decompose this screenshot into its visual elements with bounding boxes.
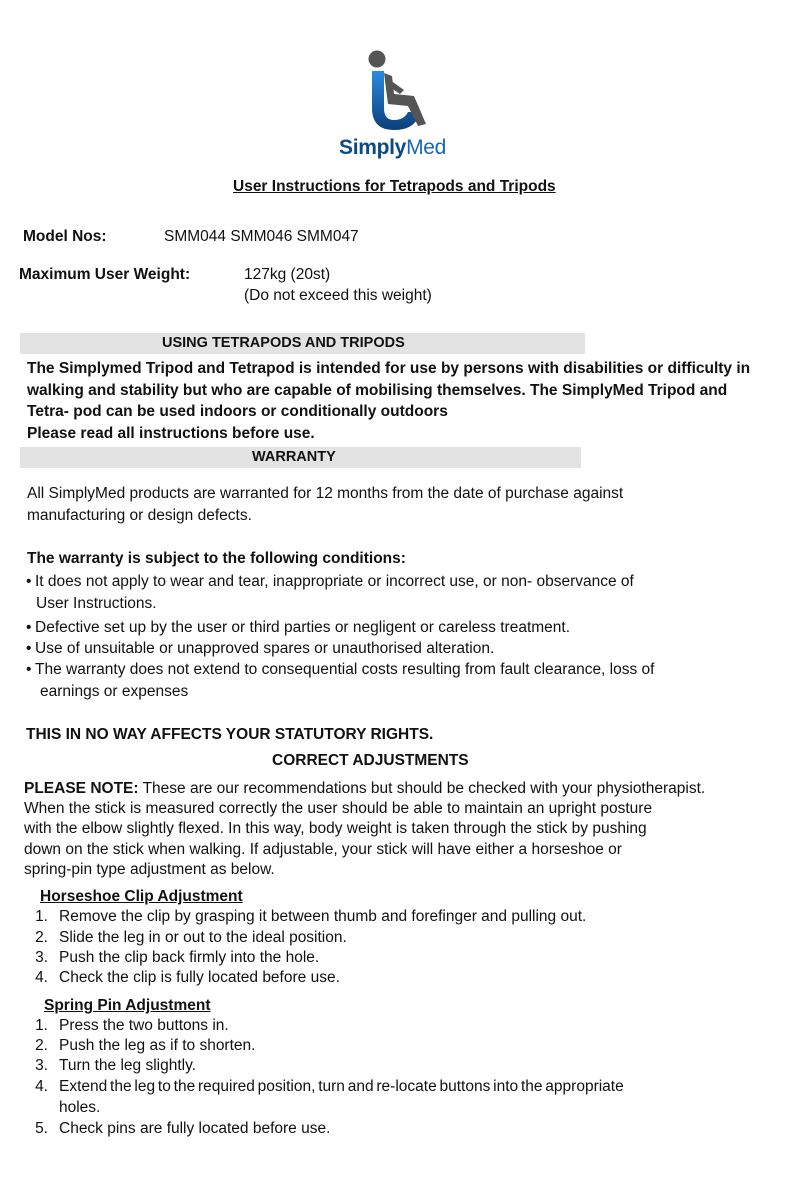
- list-item: [24, 1056, 784, 1076]
- step-number: 3.: [35, 949, 48, 966]
- model-label: Model Nos:: [23, 228, 107, 245]
- section-heading-adjust: CORRECT ADJUSTMENTS: [272, 752, 469, 769]
- step-text-cont: holes.: [59, 1099, 101, 1116]
- statutory-notice: THIS IN NO WAY AFFECTS YOUR STATUTORY RIGHTS.: [26, 726, 434, 743]
- list-item: [24, 928, 784, 948]
- warranty-paragraph: [27, 483, 787, 527]
- list-item: [26, 571, 786, 615]
- step-text: Push the clip back firmly into the hole.: [59, 949, 320, 966]
- condition-text: Defective set up by the user or third parties or negligent or careless treatment.: [35, 619, 571, 636]
- document-title: User Instructions for Tetrapods and Tripods: [233, 178, 556, 195]
- wheelchair-user-icon: [334, 46, 460, 142]
- section-heading-warranty: WARRANTY: [252, 449, 336, 465]
- section-bar-warranty: [20, 447, 581, 468]
- list-item: [24, 948, 784, 968]
- bullet-marker: •: [26, 619, 32, 636]
- step-number: 2.: [35, 1037, 48, 1054]
- step-number: 5.: [35, 1120, 48, 1137]
- weight-note: (Do not exceed this weight): [244, 287, 432, 304]
- step-text: Turn the leg slightly.: [59, 1057, 196, 1074]
- intro-line: Tetra- pod can be used indoors or conditionally outdoors: [27, 403, 448, 420]
- step-number: 3.: [35, 1057, 48, 1074]
- weight-value: 127kg (20st): [244, 266, 331, 283]
- bullet-marker: •: [26, 640, 32, 657]
- condition-text: The warranty does not extend to consequential costs resulting from fault clearance, loss of: [35, 661, 655, 678]
- intro-line: Please read all instructions before use.: [27, 424, 315, 442]
- warranty-line: All SimplyMed products are warranted for 12 months from the date of purchase against: [27, 485, 624, 502]
- step-number: 2.: [35, 929, 48, 946]
- model-value: SMM044 SMM046 SMM047: [164, 228, 359, 245]
- list-item: [24, 1077, 784, 1118]
- brand-med: Med: [406, 136, 447, 159]
- step-text: Push the leg as if to shorten.: [59, 1037, 256, 1054]
- bullet-marker: •: [26, 661, 32, 678]
- step-text: Remove the clip by grasping it between thumb and forefinger and pulling out.: [59, 908, 587, 925]
- condition-text-cont: earnings or expenses: [40, 683, 189, 700]
- list-item: [24, 1036, 784, 1056]
- list-item: [24, 907, 784, 927]
- condition-text: It does not apply to wear and tear, inappropriate or incorrect use, or non- observance of: [35, 573, 634, 590]
- step-text: Press the two buttons in.: [59, 1017, 229, 1034]
- adjust-line-first: [24, 779, 804, 799]
- list-item: [24, 1119, 784, 1139]
- weight-label: Maximum User Weight:: [19, 266, 191, 283]
- horseshoe-heading: Horseshoe Clip Adjustment: [40, 888, 243, 905]
- intro-line: walking and stability but who are capable of mobilising themselves. The SimplyMed Tripod and: [27, 381, 728, 399]
- adjust-line: When the stick is measured correctly the user should be able to maintain an upright posture: [24, 800, 653, 818]
- step-number: 1.: [35, 1017, 48, 1034]
- warranty-line: manufacturing or design defects.: [27, 507, 252, 524]
- brand-name: [339, 136, 446, 160]
- section-heading-using: USING TETRAPODS AND TRIPODS: [162, 335, 405, 351]
- step-text: Extend the leg to the required position, turn and re-locate buttons into the appropriate: [59, 1078, 624, 1095]
- list-item: [26, 659, 786, 703]
- conditions-heading: The warranty is subject to the following conditions:: [27, 550, 406, 567]
- section-bar-using: [20, 333, 585, 354]
- brand-simply: Simply: [339, 136, 407, 159]
- step-number: 1.: [35, 908, 48, 925]
- condition-text: Use of unsuitable or unapproved spares or unauthorised alteration.: [35, 640, 495, 657]
- adjust-line: down on the stick when walking. If adjustable, your stick will have either a horseshoe or: [24, 840, 622, 858]
- adjust-paragraph: [24, 779, 804, 880]
- adjust-line: spring-pin type adjustment as below.: [24, 860, 275, 878]
- note-label: PLEASE NOTE:: [24, 780, 139, 797]
- step-text: Slide the leg in or out to the ideal position.: [59, 929, 347, 946]
- note-text: These are our recommendations but should be checked with your physiotherapist.: [138, 780, 706, 797]
- step-text: Check the clip is fully located before use.: [59, 969, 340, 986]
- step-text: Check pins are fully located before use.: [59, 1120, 331, 1137]
- condition-text-cont: User Instructions.: [36, 595, 157, 612]
- bullet-marker: •: [26, 573, 32, 590]
- step-number: 4.: [35, 969, 48, 986]
- adjust-line: with the elbow slightly flexed. In this way, body weight is taken through the stick by pushing: [24, 820, 647, 838]
- intro-paragraph: [27, 358, 797, 444]
- list-item: [24, 1016, 784, 1036]
- intro-line: The Simplymed Tripod and Tetrapod is intended for use by persons with disabilities or difficulty in: [27, 360, 751, 377]
- step-number: 4.: [35, 1078, 48, 1095]
- list-item: [24, 968, 784, 988]
- springpin-heading: Spring Pin Adjustment: [44, 997, 211, 1014]
